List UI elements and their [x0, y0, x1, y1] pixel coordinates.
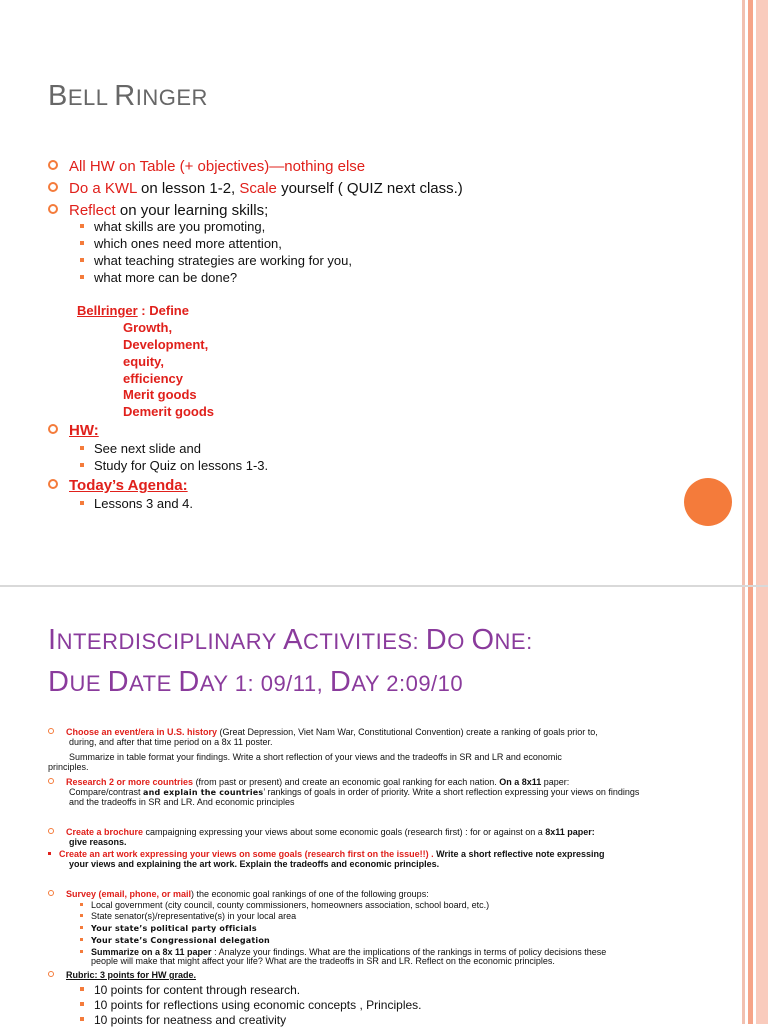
sub-bullet: what skills are you promoting, — [80, 219, 265, 235]
activity-text: Summarize in table format your findings. Write a short reflection of your views and the tradeoffs in SR and LR and economic — [69, 752, 562, 762]
survey-group: Your state’s political party officials — [80, 923, 257, 934]
activity-survey: Survey (email, phone, or mail) the economic goal rankings of one of the following groups: — [48, 889, 429, 899]
define-item: equity, — [123, 354, 164, 369]
orange-circle-decoration — [684, 478, 732, 526]
define-item: Merit goods — [123, 387, 197, 402]
activity-text: your views and explaining the art work. Explain the tradeoffs and economic principles. — [69, 859, 440, 869]
activity-text: Compare/contrast and explain the countries’ rankings of goals in order of priority. Write a short reflection expressing your views on findings — [69, 787, 640, 797]
ring-bullet-icon — [48, 971, 54, 977]
define-item: Growth, — [123, 320, 173, 335]
ring-bullet-icon — [48, 890, 54, 896]
square-bullet-icon — [80, 501, 84, 505]
hw-item: See next slide and — [80, 441, 201, 457]
survey-group: Your state’s Congressional delegation — [80, 935, 270, 946]
ring-bullet-icon — [48, 728, 54, 734]
sub-bullet: what more can be done? — [80, 270, 237, 286]
activity-art-work: Create an art work expressing your views on some goals (research first on the issue!!) . Write a short reflective note expressing — [48, 849, 605, 859]
activity-us-history: Choose an event/era in U.S. history (Great Depression, Viet Nam War, Constitutional Convention) create a ranking of goals prior to, — [48, 727, 598, 737]
survey-group: Local government (city council, county commissioners, homeowners association, school board, etc.) — [80, 900, 489, 910]
define-item: Development, — [123, 337, 209, 352]
bullet-kwl: Do a KWL on lesson 1-2, Scale yourself ( QUIZ next class.) — [48, 180, 463, 198]
ring-bullet-icon — [48, 204, 58, 214]
square-bullet-icon — [80, 1017, 84, 1021]
bullet-hw-table: All HW on Table (+ objectives)—nothing else — [48, 158, 365, 176]
sub-bullet: what teaching strategies are working for you, — [80, 253, 352, 269]
ring-bullet-icon — [48, 160, 58, 170]
survey-summary: Summarize on a 8x 11 paper : Analyze your findings. What are the implications of the rankings in terms of policy decisions these — [80, 947, 606, 957]
square-bullet-icon — [80, 258, 84, 262]
slide-title-interdisciplinary: INTERDISCIPLINARY ACTIVITIES: DO ONE: DUE DATE DAY 1: 09/11, DAY 2:09/10 — [48, 624, 533, 698]
bellringer-heading: Bellringer : Define — [77, 303, 189, 318]
ring-bullet-icon — [48, 424, 58, 434]
define-item: efficiency — [123, 371, 183, 386]
sub-bullet: which ones need more attention, — [80, 236, 282, 252]
rubric-item: 10 points for content through research. — [80, 983, 300, 998]
square-bullet-icon — [80, 903, 83, 906]
slide-title: BELL RINGER — [48, 80, 208, 112]
activity-research-countries: Research 2 or more countries (from past or present) and create an economic goal ranking for each nation. On a 8x11 paper: — [48, 777, 569, 787]
square-bullet-icon — [80, 224, 84, 228]
hw-item: Study for Quiz on lessons 1-3. — [80, 458, 268, 474]
activity-text: give reasons. — [69, 837, 127, 847]
activity-text: during, and after that time period on a 8x 11 poster. — [69, 737, 273, 747]
square-bullet-icon — [80, 446, 84, 450]
square-bullet-icon — [80, 938, 83, 941]
square-bullet-icon — [80, 241, 84, 245]
activity-text: and the tradeoffs in SR and LR. And economic principles — [69, 797, 295, 807]
square-bullet-icon — [80, 463, 84, 467]
square-bullet-icon — [80, 926, 83, 929]
square-bullet-icon — [80, 950, 83, 953]
square-bullet-icon — [80, 1002, 84, 1006]
survey-summary-text: people will make that might affect your life? What are the tradeoffs in SR and LR. Reflect on the economic principles. — [91, 956, 555, 966]
decorative-stripes — [736, 0, 768, 585]
activity-brochure: Create a brochure campaigning expressing your views about some economic goals (research first) : for or against on a 8x11 paper: — [48, 827, 595, 837]
ring-bullet-icon — [48, 778, 54, 784]
rubric-heading: Rubric: 3 points for HW grade. — [48, 970, 196, 980]
ring-bullet-icon — [48, 479, 58, 489]
agenda-heading: Today’s Agenda: — [48, 477, 188, 495]
rubric-item: 10 points for neatness and creativity — [80, 1013, 286, 1028]
activity-text: principles. — [48, 762, 89, 772]
square-bullet-icon — [80, 275, 84, 279]
square-bullet-icon — [80, 987, 84, 991]
hw-heading: HW: — [48, 422, 99, 440]
survey-group: State senator(s)/representative(s) in your local area — [80, 911, 296, 921]
agenda-item: Lessons 3 and 4. — [80, 496, 193, 512]
square-bullet-icon — [80, 914, 83, 917]
square-bullet-icon — [48, 852, 51, 855]
decorative-stripes — [736, 587, 768, 1024]
define-item: Demerit goods — [123, 404, 215, 419]
ring-bullet-icon — [48, 182, 58, 192]
rubric-item: 10 points for reflections using economic concepts , Principles. — [80, 998, 422, 1013]
bullet-reflect: Reflect on your learning skills; — [48, 202, 268, 220]
ring-bullet-icon — [48, 828, 54, 834]
